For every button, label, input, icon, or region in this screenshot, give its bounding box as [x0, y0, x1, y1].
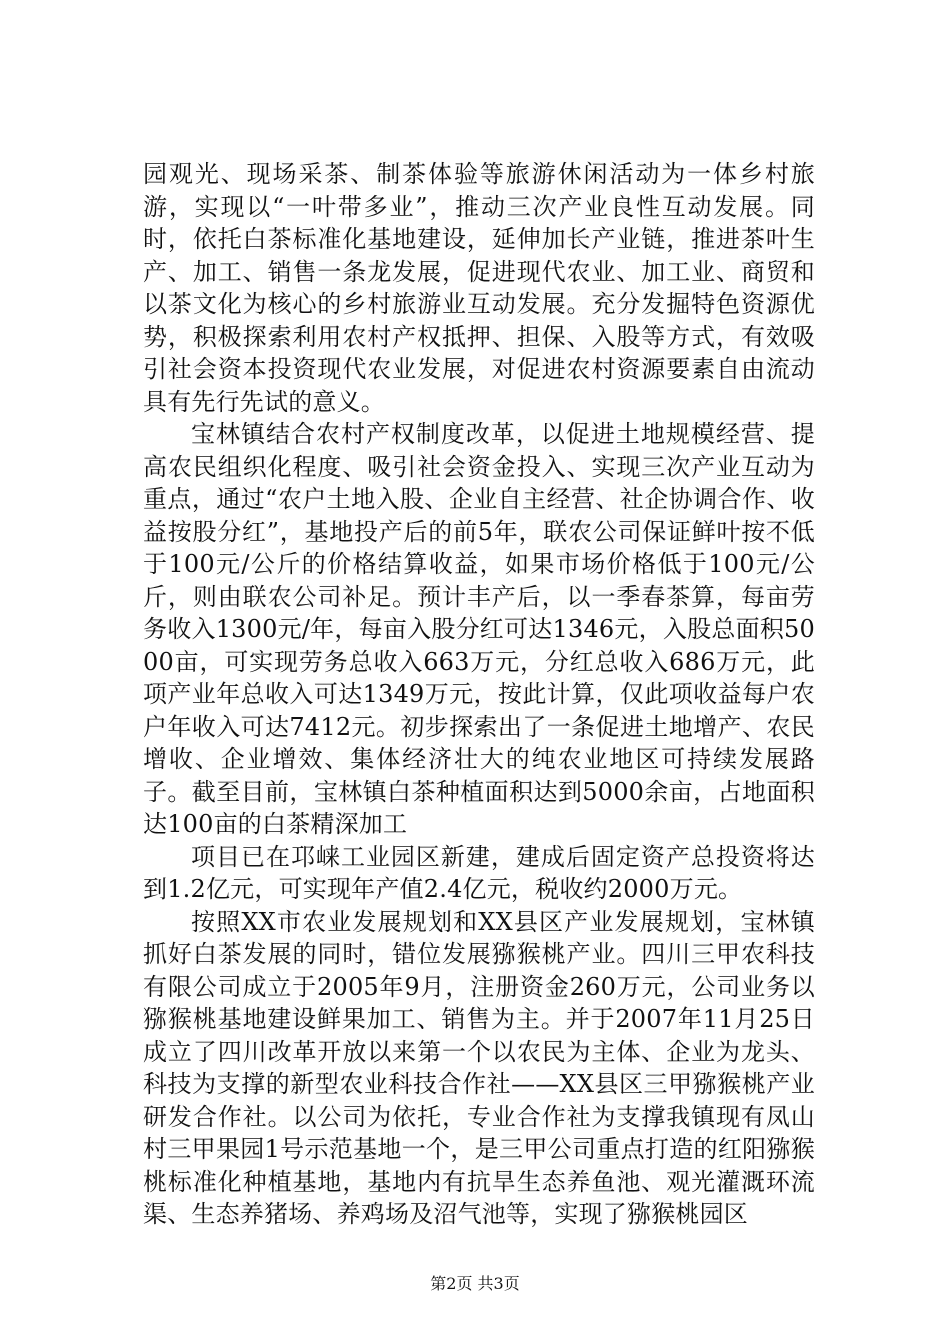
paragraph-4: 按照XX市农业发展规划和XX县区产业发展规划，宝林镇抓好白茶发展的同时，错位发展猕猴桃产业。四川三甲农科技有限公司成立于2005年9月，注册资金260万元，公司业务以猕猴桃基地建设鲜果加工、销售为主。并于2007年11月25日成立了四川改革开放以来第一个以农民为主体、企业为龙头、科技为支撑的新型农业科技合作社——XX县区三甲猕猴桃产业研发合作社。以公司为依托，专业合作社为支撑我镇现有凤山村三甲果园1号示范基地一个，是三甲公司重点打造的红阳猕猴桃标准化种植基地，基地内有抗旱生态养鱼池、观光灌溉环流渠、生态养猪场、养鸡场及沼气池等，实现了猕猴桃园区: [143, 907, 815, 1228]
paragraph-3: 项目已在邛崃工业园区新建，建成后固定资产总投资将达到1.2亿元，可实现年产值2.4亿元，税收约2000万元。: [143, 842, 815, 903]
paragraph-2: 宝林镇结合农村产权制度改革，以促进土地规模经营、提高农民组织化程度、吸引社会资金投入、实现三次产业互动为重点，通过“农户土地入股、企业自主经营、社企协调合作、收益按股分红”，基地投产后的前5年，联农公司保证鲜叶按不低于100元/公斤的价格结算收益，如果市场价格低于100元/公斤，则由联农公司补足。预计丰产后，以一季春茶算，每亩劳务收入1300元/年，每亩入股分红可达1346元，入股总面积5000亩，可实现劳务总收入663万元，分红总收入686万元，此项产业年总收入可达1349万元，按此计算，仅此项收益每户农户年收入可达7412元。初步探索出了一条促进土地增产、农民增收、企业增效、集体经济壮大的纯农业地区可持续发展路子。截至目前，宝林镇白茶种植面积达到5000余亩，占地面积达100亩的白茶精深加工: [143, 420, 815, 838]
paragraph-1: 园观光、现场采茶、制茶体验等旅游休闲活动为一体乡村旅游，实现以“一叶带多业”，推动三次产业良性互动发展。同时，依托白茶标准化基地建设，延伸加长产业链，推进茶叶生产、加工、销售一条龙发展，促进现代农业、加工业、商贸和以茶文化为核心的乡村旅游业互动发展。充分发掘特色资源优势，积极探索利用农村产权抵押、担保、入股等方式，有效吸引社会资本投资现代农业发展，对促进农村资源要素自由流动具有先行先试的意义。: [143, 160, 815, 416]
document-body: [143, 158, 815, 1231]
page-number-footer: 第2页 共3页: [430, 1274, 520, 1293]
